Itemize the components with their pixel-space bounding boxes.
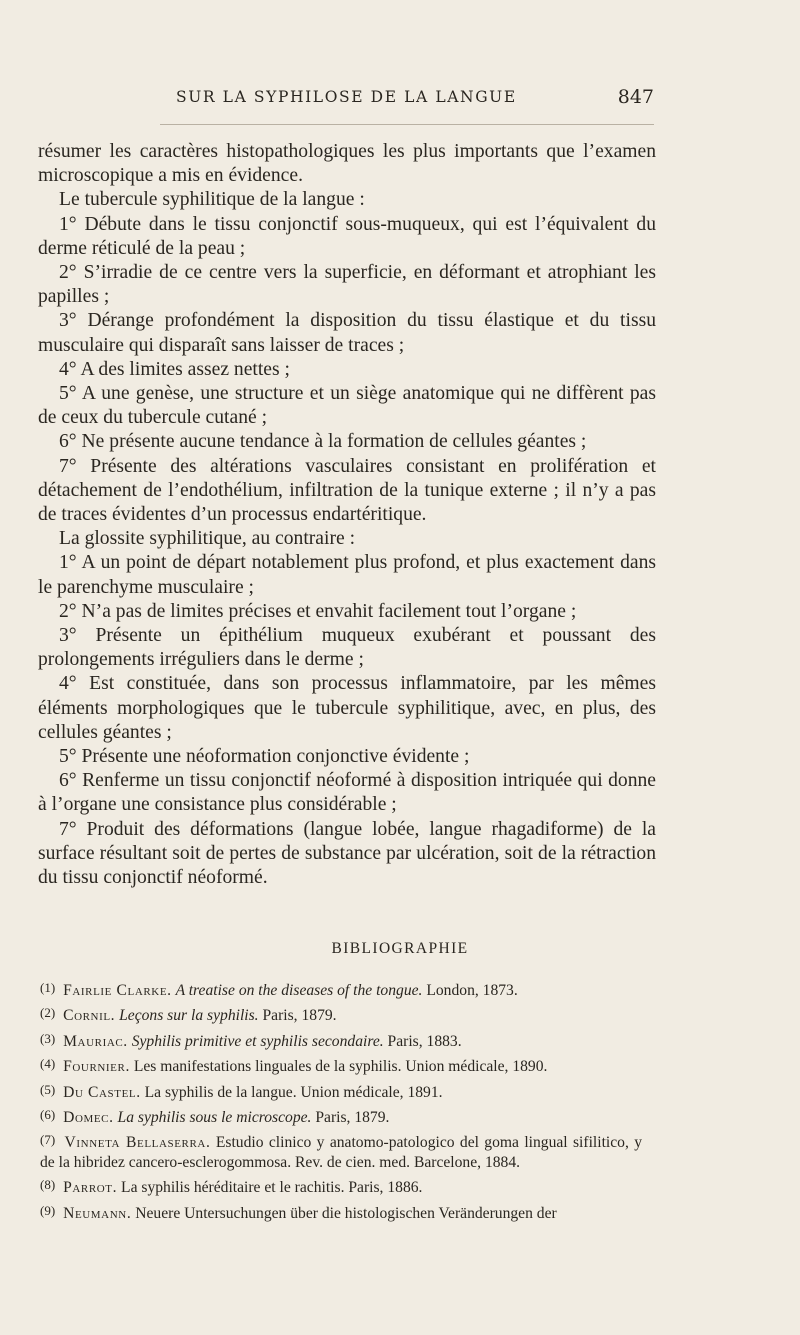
bibliography-entry bbox=[40, 1175, 642, 1197]
reference-author: Vinneta Bellaserra. bbox=[64, 1134, 211, 1152]
bibliography-list bbox=[40, 978, 642, 1226]
body-paragraph: 5° Présente une néoformation conjonctive évidente ; bbox=[59, 746, 470, 768]
body-paragraph: 4° Est constituée, dans son processus inflammatoire, par les mêmes éléments morphologiques que le tubercule syphilitique, avec, en plus, des cellules géantes ; bbox=[38, 673, 656, 743]
running-header bbox=[176, 86, 654, 116]
reference-details: Paris, 1879. bbox=[315, 1109, 390, 1127]
bibliography-entry bbox=[40, 1080, 642, 1102]
reference-number: (9) bbox=[40, 1202, 56, 1218]
body-paragraph: 4° A des limites assez nettes ; bbox=[59, 358, 290, 380]
reference-number: (6) bbox=[40, 1107, 56, 1123]
reference-number: (4) bbox=[40, 1056, 56, 1072]
reference-details: Neuere Untersuchungen über die histologischen Veränderungen der bbox=[135, 1204, 557, 1222]
running-title: SUR LA SYPHILOSE DE LA LANGUE bbox=[176, 88, 517, 106]
reference-number: (7) bbox=[40, 1132, 56, 1148]
reference-author: Domec. bbox=[63, 1109, 114, 1127]
reference-details: Paris, 1879. bbox=[262, 1007, 337, 1025]
body-paragraph: résumer les caractères histopathologiques les plus importants que l’examen microscopique a mis en évidence. bbox=[38, 141, 656, 187]
body-paragraph: 6° Renferme un tissu conjonctif néoformé à disposition intriquée qui donne à l’organe une consistance plus considérable ; bbox=[38, 770, 656, 816]
reference-title: Leçons sur la syphilis. bbox=[119, 1007, 259, 1025]
header-rule bbox=[160, 124, 654, 125]
reference-number: (1) bbox=[40, 980, 56, 995]
reference-author: Parrot. bbox=[63, 1179, 118, 1197]
body-paragraph: 3° Dérange profondément la disposition du tissu élastique et du tissu musculaire qui disparaît sans laisser de traces ; bbox=[38, 310, 656, 356]
body-paragraph: La glossite syphilitique, au contraire : bbox=[59, 528, 356, 550]
body-paragraph: 2° S’irradie de ce centre vers la superficie, en déformant et atrophiant les papilles ; bbox=[38, 262, 656, 308]
bibliography-entry bbox=[40, 1003, 642, 1025]
reference-author: Neumann. bbox=[63, 1204, 132, 1222]
reference-number: (8) bbox=[40, 1177, 56, 1193]
bibliography-entry bbox=[40, 1201, 642, 1223]
body-paragraph: 6° Ne présente aucune tendance à la formation de cellules géantes ; bbox=[59, 431, 587, 453]
reference-details: Estudio clinico y anatomo-patologico del goma lingual sifilitico, y de la hibridez cancero-esclerogommosa. Rev. de cien. med. Barcelone, 1884. bbox=[40, 1134, 643, 1171]
bibliography-entry bbox=[40, 1130, 642, 1172]
reference-author: Du Castel. bbox=[63, 1083, 141, 1101]
page-number: 847 bbox=[617, 86, 654, 108]
bibliography-entry bbox=[40, 1054, 642, 1076]
body-paragraph: 5° A une genèse, une structure et un siège anatomique qui ne diffèrent pas de ceux du tubercule cutané ; bbox=[38, 383, 656, 429]
body-paragraph: 1° Débute dans le tissu conjonctif sous-muqueux, qui est l’équivalent du derme réticulé de la peau ; bbox=[38, 213, 656, 259]
reference-title: A treatise on the diseases of the tongue. bbox=[175, 982, 423, 999]
reference-author: Fournier. bbox=[63, 1058, 130, 1076]
body-paragraph: 3° Présente un épithélium muqueux exubérant et poussant des prolongements irréguliers dans le derme ; bbox=[38, 625, 656, 671]
reference-author: Fairlie Clarke. bbox=[63, 982, 172, 999]
body-paragraph: Le tubercule syphilitique de la langue : bbox=[59, 189, 365, 211]
reference-number: (2) bbox=[40, 1005, 56, 1021]
reference-author: Cornil. bbox=[63, 1007, 116, 1025]
bibliography-entry bbox=[40, 1029, 642, 1051]
reference-details: London, 1873. bbox=[426, 982, 518, 999]
body-paragraph: 7° Produit des déformations (langue lobée, langue rhagadiforme) de la surface résultant soit de pertes de substance par ulcération, soit de la rétraction du tissu conjonctif néoformé. bbox=[38, 818, 656, 889]
reference-title: La syphilis sous le microscope. bbox=[117, 1109, 312, 1127]
body-text bbox=[38, 140, 656, 890]
reference-number: (5) bbox=[40, 1081, 56, 1097]
body-paragraph: 2° N’a pas de limites précises et envahit facilement tout l’organe ; bbox=[59, 600, 577, 622]
reference-details: Les manifestations linguales de la syphilis. Union médicale, 1890. bbox=[133, 1058, 548, 1076]
bibliography-heading: BIBLIOGRAPHIE bbox=[331, 940, 469, 957]
reference-number: (3) bbox=[40, 1030, 56, 1046]
reference-author: Mauriac. bbox=[63, 1032, 128, 1050]
reference-title: Syphilis primitive et syphilis secondaire. bbox=[131, 1032, 384, 1050]
bibliography-entry bbox=[40, 1105, 642, 1127]
body-paragraph: 7° Présente des altérations vasculaires consistant en prolifération et détachement de l’endothélium, infiltration de la tunique externe ; il n’y a pas de traces évidentes d’un processus endartéritique. bbox=[38, 455, 656, 526]
body-paragraph: 1° A un point de départ notablement plus profond, et plus exactement dans le parenchyme musculaire ; bbox=[38, 552, 656, 598]
bibliography-entry bbox=[40, 978, 642, 1000]
reference-details: La syphilis de la langue. Union médicale, 1891. bbox=[144, 1083, 443, 1101]
reference-details: Paris, 1883. bbox=[387, 1032, 462, 1050]
reference-details: La syphilis héréditaire et le rachitis. Paris, 1886. bbox=[121, 1179, 423, 1197]
